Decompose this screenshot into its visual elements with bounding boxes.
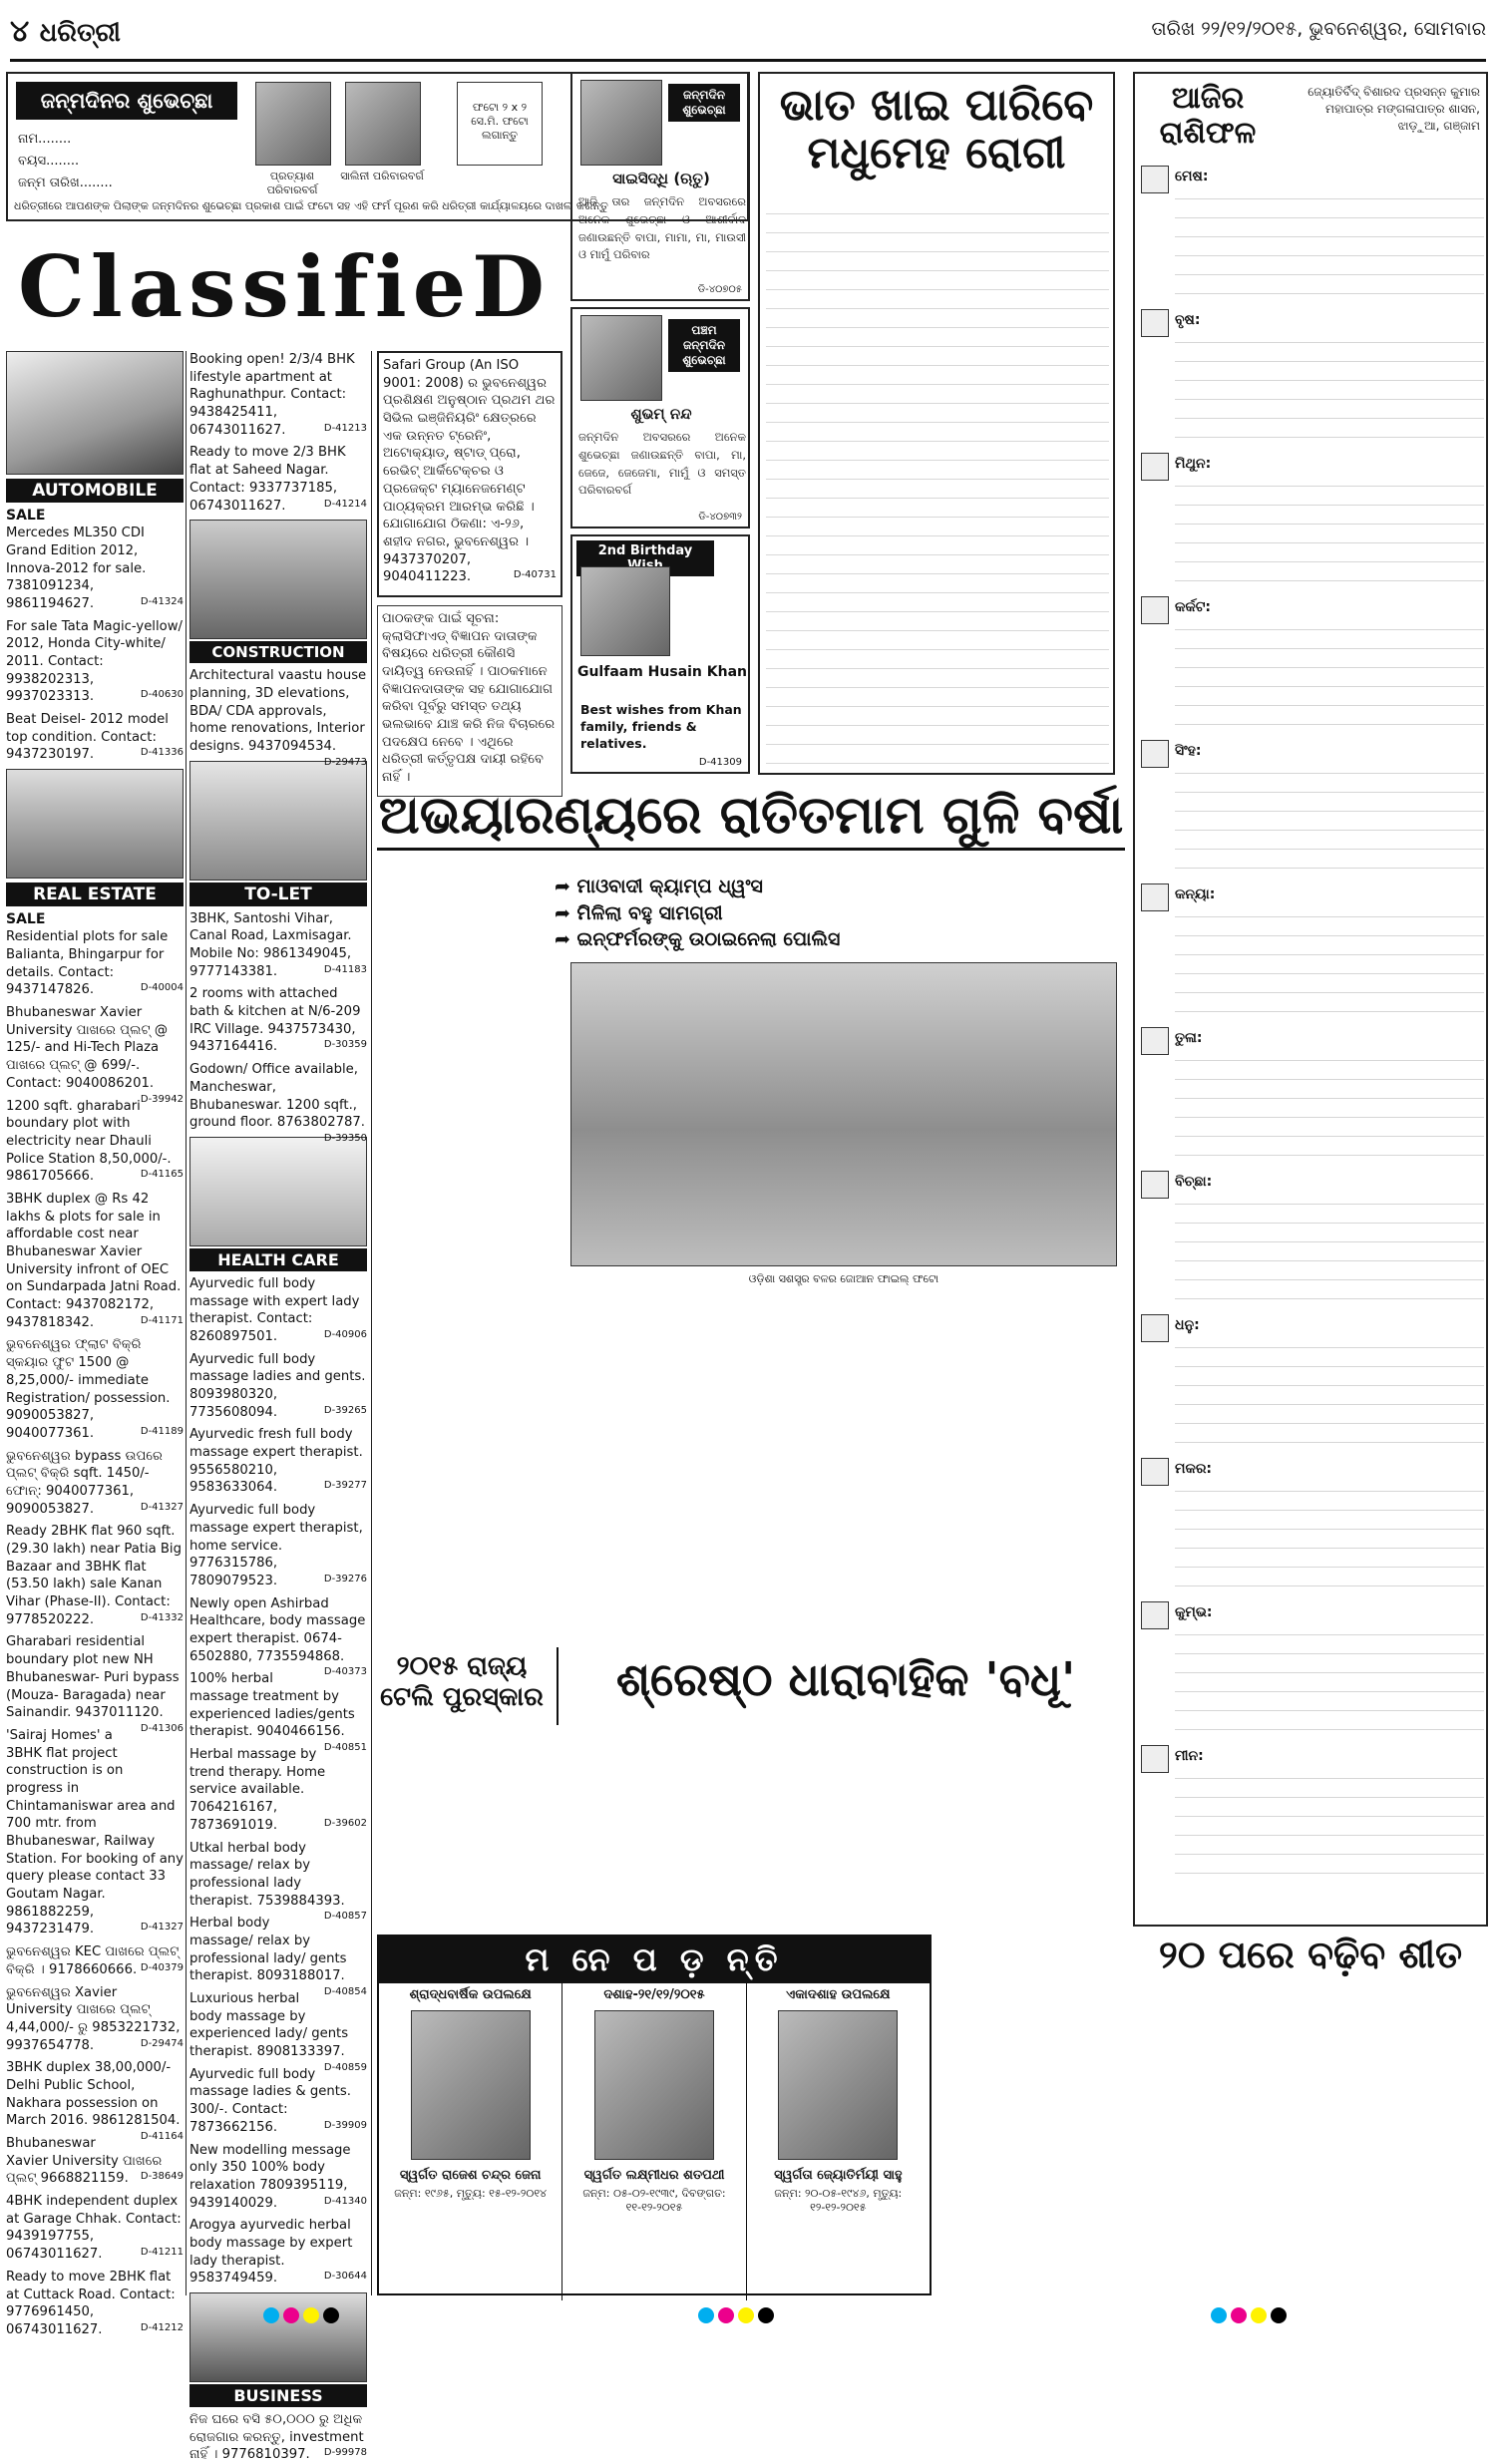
deceased-name: ସ୍ୱର୍ଗତ ଲକ୍ଷ୍ମୀଧର ଶତପଥୀ [583, 2168, 725, 2183]
occasion: ଏକାଦଶାହ ଉପଲକ୍ଷେ [786, 1987, 891, 2002]
ad-text: Ayurvedic full body massage ladies & gents. 300/-. Contact: 7873662156. [189, 2066, 351, 2135]
ad-code: D-41189 [140, 1425, 184, 1437]
ad-code: D-41332 [140, 1611, 184, 1623]
deceased-name: ସ୍ୱର୍ଗତା ଜ୍ୟୋତିର୍ମୟୀ ସାହୁ [774, 2168, 903, 2183]
ad-text: 2 rooms with attached bath & kitchen at N/6-209 IRC Village. 9437573430, 9437164416. [189, 986, 361, 1055]
ad-text: 1200 sqft. gharabari boundary plot with electricity near Dhauli Police Station 8,50,000/-. 9861705666. [6, 1098, 172, 1185]
zodiac-sign: ମକର: [1175, 1461, 1213, 1477]
ad-text: 3BHK, Santoshi Vihar, Canal Road, Laxmisagar. Mobile No: 9861349045, 9777143381. [189, 910, 352, 979]
ad-text: ପାଠକଙ୍କ ପାଇଁ ସୂଚନା: କ୍ଲାସିଫାଏଡ୍ ବିଜ୍ଞାପନ ଦାତାଙ୍କ ବିଷୟରେ ଧରିତ୍ରୀ କୌଣସି ଦାୟିତ୍ୱ ନେଉନାହିଁ । ପାଠକମାନେ ବିଜ୍ଞାପନଦାତାଙ୍କ ସହ ଯୋଗାଯୋଗ କରିବା ପୂର୍ବରୁ ସମସ୍ତ ତଥ୍ୟ ଭଲଭାବେ ଯାଞ୍ଚ କରି ନିଜ ବିଚାରରେ ପଦକ୍ଷେପ ନେବେ । ଏଥିରେ ଧରିତ୍ରୀ କର୍ତ୍ତୃପକ୍ଷ ଦାୟୀ ରହିବେ ନାହିଁ । [382, 610, 556, 786]
wish-text: ଆଜି ତାର ଜନ୍ମଦିନ ଅବସରରେ ଅନେକ ଶୁଭେଚ୍ଛା ଓ ଆଶୀର୍ବାଦ ଜଣାଉଛନ୍ତି ବାପା, ମାମା, ମା, ମାଉସୀ ଓ ମାମୁଁ ପରିବାର [578, 194, 746, 262]
wish-tag: ଜନ୍ମଦିନ ଶୁଭେଚ୍ଛା [668, 84, 740, 122]
classified-ad [189, 985, 367, 1056]
ad-code: D-40859 [323, 2061, 367, 2073]
ad-text: Bhubaneswar Xavier University ପାଖରେ ପ୍ଲଟ୍ @ 125/- and Hi-Tech Plaza ପାଖରେ ପ୍ଲଟ୍ @ 699/-. Contact: 9040086201. [6, 1005, 169, 1091]
child-photo [255, 82, 331, 166]
wish-card [570, 534, 750, 774]
classified-ad [189, 1275, 367, 1346]
obituary-section [377, 1935, 932, 2295]
ad-text: Ready 2BHK flat 960 sqft. (29.30 lakh) near Patia Big Bazaar and 3BHK flat (53.50 lakh) sale Kanan Vihar (Phase-II). Contact: 9778520222. [6, 1524, 182, 1627]
ad-code: D-99978 [323, 2447, 367, 2459]
photo-caption: ଓଡ଼ିଶା ସଶସ୍ତ୍ର ବଳର ଜୋଆନ ଫାଇଲ୍ ଫଟୋ [748, 1272, 939, 1285]
classified-ad [189, 1426, 367, 1497]
horoscope-entry [1141, 1027, 1484, 1165]
award-headline: ଶ୍ରେଷ୍ଠ ଧାରାବାହିକ 'ବଧୂ' [615, 1652, 1076, 1706]
police-photo [570, 962, 1117, 1266]
classified-ad [189, 351, 367, 439]
classifieds-column-2 [189, 351, 367, 2463]
ad-text: ଭୁବନେଶ୍ୱର Xavier University ପାଖରେ ପ୍ଲଟ୍ 4,44,000/- ରୁ 9853221732, 9937654778. [6, 1984, 181, 2053]
ad-text: Ready to move 2/3 BHK flat at Saheed Nagar. Contact: 9337737185, 06743011627. [189, 445, 346, 514]
article-body [766, 201, 1109, 770]
ad-text: Mercedes ML350 CDI Grand Edition 2012, Innova-2012 for sale. 7381091234, 9861194627. [6, 526, 147, 611]
ad-text: 'Sairaj Homes' a 3BHK flat project construction is on progress in Chintamaniswar area and 700 mtr. from Bhubaneswar, Railway Station. For booking of any query please contact 33 Goutam Nagar. 9861882259, 9437231479. [6, 1727, 184, 1937]
zodiac-icon [1141, 1314, 1169, 1342]
edition-date: ତାରିଖ ୨୨/୧୨/୨୦୧୫, ଭୁବନେଶ୍ୱର, ସୋମବାର [1151, 18, 1486, 40]
ad-code: D-30644 [323, 2271, 367, 2283]
horoscope-entry [1141, 883, 1484, 1021]
classified-ad [6, 1727, 184, 1938]
occasion: ଶ୍ରାଦ୍ଧବାର୍ଷିକ ଉପଲକ୍ଷେ [409, 1987, 532, 2002]
ad-code: D-41340 [323, 2195, 367, 2207]
horoscope-entry [1141, 1171, 1484, 1308]
classified-ad [189, 1061, 367, 1144]
ad-text: Herbal massage by trend therapy. Home service available. 7064216167, 7873691019. [189, 1747, 326, 1833]
car-image [6, 351, 184, 475]
child-name: Gulfaam Husain Khan [576, 664, 748, 680]
classified-ad [6, 1523, 184, 1628]
ad-code: D-41324 [140, 595, 184, 607]
ad-text: Bhubaneswar Xavier University ପାଖରେ ପ୍ଲଟ୍ 9668821159. [6, 2136, 163, 2187]
classified-ad [189, 1670, 367, 1754]
ad-code: D-40906 [323, 1328, 367, 1340]
horoscope-entry [1141, 596, 1484, 734]
ad-text: For sale Tata Magic-yellow/ 2012, Honda City-white/ 2011. Contact: 9938202313, 9937023313. [6, 618, 183, 705]
ad-code: D-30359 [323, 1039, 367, 1051]
classified-ad [189, 2217, 367, 2288]
bullet: ➦ ମିଳିଲା ବହୁ ସାମଗ୍ରୀ [555, 901, 723, 924]
horoscope-entry [1141, 309, 1484, 447]
classified-ad [6, 525, 184, 612]
zodiac-icon [1141, 1027, 1169, 1055]
ad-text: Luxurious herbal body massage by experienced lady/ gents therapist. 8908133397. [189, 1991, 349, 2060]
ad-text: 3BHK duplex 38,00,000/- Delhi Public School, Nakhara possession on March 2016. 9861281504. [6, 2060, 181, 2129]
classified-ad [189, 667, 367, 768]
classified-ad [189, 2142, 367, 2213]
portrait [411, 2010, 531, 2160]
caption: ପ୍ରତ୍ୟାଶ ପରିବାରବର୍ଗ [266, 170, 318, 197]
obituary-card [562, 1983, 746, 2300]
ad-text: ନିଜ ଘରେ ବସି ୫୦,୦୦୦ ରୁ ଅଧିକ ରୋଜଗାର କରନ୍ତୁ, investment ନାହିଁ । 9776810397. [189, 2412, 364, 2463]
portrait [594, 2010, 714, 2160]
obituary-card [379, 1983, 562, 2300]
section-construction: CONSTRUCTION [189, 641, 367, 663]
ad-code: D-41327 [140, 1501, 184, 1513]
ad-text: Utkal herbal body massage/ relax by professional lady therapist. 7539884393. [189, 1840, 345, 1909]
section-real-estate: REAL ESTATE [6, 882, 184, 906]
child-name: ସାଇସିଦ୍ଧି (ଋତୁ) [612, 170, 710, 187]
wish-tag: ପଞ୍ଚମ ଜନ୍ମଦିନ ଶୁଭେଚ୍ଛା [668, 319, 740, 372]
zodiac-icon [1141, 453, 1169, 481]
stethoscope-image [189, 1137, 367, 1246]
ad-code: D-41171 [140, 1314, 184, 1326]
ad-text: Beat Deisel- 2012 model top condition. Contact: 9437230197. [6, 712, 169, 763]
child-photo [345, 82, 421, 166]
classified-ad [189, 1595, 367, 1678]
zodiac-sign: କୁମ୍ଭ: [1175, 1604, 1213, 1620]
obituary-card [747, 1983, 930, 2300]
zodiac-icon [1141, 309, 1169, 337]
ad-code: D-40630 [140, 689, 184, 701]
ad-code: D-40851 [323, 1742, 367, 1754]
ad-text: Herbal body massage/ relax by professional lady/ gents therapist. 8093188017. [189, 1916, 347, 1984]
caption: ସାଲିନୀ ପରିବାରବର୍ଗ [340, 170, 424, 182]
ad-text: Ayurvedic full body massage expert therapist, home service. 9776315786, 7809079523. [189, 1503, 363, 1588]
horoscope-entry [1141, 1458, 1484, 1595]
construction-image [189, 520, 367, 639]
horoscope-entry [1141, 453, 1484, 590]
ad-heading: SALE [6, 508, 46, 524]
section-health-care: HEALTH CARE [189, 1248, 367, 1271]
section-business: BUSINESS [189, 2384, 367, 2407]
ad-text: ଭୁବନେଶ୍ୱର ଫ୍ଲାଟ ବିକ୍ରି ସ୍କୟାର ଫୁଟ 1500 @ 8,25,000/- immediate Registration/ possession. 9090053827, 9040077361. [6, 1337, 171, 1441]
bullet: ➦ ଇନ୍ଫର୍ମରଙ୍କୁ ଉଠାଇନେଲା ପୋଲିସ [555, 928, 841, 951]
ad-text: Safari Group (An ISO 9001: 2008) ର ଭୁବନେଶ୍ୱର ପ୍ରଶିକ୍ଷଣ ଅନୁଷ୍ଠାନ ପ୍ରଥମ ଥର ସିଭିଲ ଇଞ୍ଜିନିୟରିଂ କ୍ଷେତ୍ରରେ ଏକ ଉନ୍ନତ ଟ୍ରେନିଂ, ଅଟୋକ୍ୟାଡ୍, ଷ୍ଟାଡ୍ ପ୍ରୋ, ରେଭିଟ୍ ଆର୍କିଟେକ୍ଚର ଓ ପ୍ରଜେକ୍ଟ ମ୍ୟାନେଜମେଣ୍ଟ ପାଠ୍ୟକ୍ରମ ଆରମ୍ଭ କରିଛି । ଯୋଗାଯୋଗ ଠିକଣା: ଏ-୨୬, ଶହୀଦ ନଗର, ଭୁବନେଶ୍ୱର । 9437370207, 9040411223. [383, 358, 556, 585]
classified-ad [189, 444, 367, 515]
classified-ad [6, 1336, 184, 1442]
ad-text: 100% herbal massage treatment by experienced ladies/gents therapist. 9040466156. [189, 1671, 355, 1740]
classified-title: ClassifieD [17, 237, 552, 336]
classified-banner [6, 231, 562, 343]
form-note: ଧରିତ୍ରୀରେ ଆପଣଙ୍କ ପିଲାଙ୍କ ଜନ୍ମଦିନର ଶୁଭେଚ୍ଛା ପ୍ରକାଶ ପାଇଁ ଫଟୋ ସହ ଏହି ଫର୍ମ ପୂରଣ କରି ଧରିତ୍ରୀ କାର୍ଯ୍ୟାଳୟରେ ଦାଖଲ କରନ୍ତୁ [14, 199, 608, 212]
zodiac-sign: ବୃଷ: [1175, 312, 1201, 328]
ad-code: D-41214 [323, 498, 367, 510]
ad-code: ଡି-୪୦୭୦୫ [697, 284, 742, 295]
award-kicker: ୨୦୧୫ ରାଜ୍ୟ ଟେଲି ପୁରସ୍କାର [380, 1651, 544, 1713]
ad-code: D-41327 [140, 1922, 184, 1934]
house-image [6, 769, 184, 879]
zodiac-sign: ତୁଳା: [1175, 1030, 1203, 1046]
horoscope-entry [1141, 740, 1484, 878]
main-bullets [555, 874, 953, 953]
classified-ad [189, 910, 367, 981]
ad-code: D-41211 [140, 2247, 184, 2259]
classified-ad [6, 2059, 184, 2142]
zodiac-sign: କନ୍ୟା: [1175, 886, 1216, 902]
ad-code: D-39350 [323, 1132, 367, 1144]
classified-ad [382, 610, 558, 787]
classified-ad [189, 1990, 367, 2073]
astrologer-byline: ଜ୍ୟୋତିର୍ବିଦ୍ ବିଶାରଦ ପ୍ରସନ୍ନ କୁମାର ମହାପାତ୍ର ମଙ୍ଗଳାପାତ୍ର ଶାସନ, ଝାଡ଼ୁଆ, ଗଞ୍ଜାମ [1308, 85, 1480, 133]
zodiac-icon [1141, 166, 1169, 193]
ad-code: D-41309 [698, 757, 742, 768]
zodiac-sign: ସିଂହ: [1175, 743, 1202, 759]
classified-ad [189, 1502, 367, 1589]
classified-ad [189, 2411, 367, 2464]
form-age: ବୟସ........ [18, 154, 80, 169]
zodiac-icon [1141, 1171, 1169, 1199]
birthday-form-title: ଜନ୍ମଦିନର ଶୁଭେଚ୍ଛା [16, 82, 237, 120]
ad-text: Architectural vaastu house planning, 3D elevations, BDA/ CDA approvals, home renovations, Interior designs. 9437094534. [189, 668, 367, 754]
ad-code: D-41212 [140, 2321, 184, 2333]
zodiac-icon [1141, 1601, 1169, 1629]
ad-code: D-41336 [140, 747, 184, 759]
horoscope-entry [1141, 1745, 1484, 1883]
headline: ଭାତ ଖାଇ ପାରିବେ ମଧୁମେହ ରୋଗୀ [779, 80, 1094, 178]
main-story [377, 788, 1125, 1306]
classified-ad [6, 618, 184, 706]
ad-text: Godown/ Office available, Mancheswar, Bhubaneswar. 1200 sqft., ground floor. 8763802787. [189, 1062, 365, 1131]
child-photo [580, 566, 670, 656]
ad-text: Gharabari residential boundary plot new NH Bhubaneswar- Puri bypass (Mouza- Baragada) near Sainandir. 9437011120. [6, 1634, 180, 1721]
main-headline: ଅଭୟାରଣ୍ୟରେ ରାତିତମାମ ଗୁଳି ବର୍ଷା [377, 788, 1125, 851]
dates: ଜନ୍ମ: ୦୫-୦୨-୧୯୩୯, ଦିବଙ୍ଗତ: ୧୧-୧୨-୨୦୧୫ [582, 2187, 726, 2214]
print-registration-marks [0, 2301, 1496, 2328]
ad-code: ଡି-୪୦୭୩୨ [698, 512, 742, 523]
wish-card [570, 307, 750, 528]
zodiac-sign: ଧନୁ: [1175, 1317, 1200, 1333]
classifieds-column-3 [377, 351, 562, 820]
ad-text: 4BHK independent duplex at Garage Chhak. Contact: 9439197755, 06743011627. [6, 2194, 182, 2263]
ad-text: Ayurvedic fresh full body massage expert therapist. 9556580210, 9583633064. [189, 1427, 363, 1496]
classified-ad [6, 1448, 184, 1519]
classified-ad [6, 1004, 184, 1105]
dates: ଜନ୍ମ: ୨୦-୦୫-୧୯୪୬, ମୃତ୍ୟୁ: ୧୨-୧୨-୨୦୧୫ [774, 2187, 903, 2214]
house-image [189, 761, 367, 880]
classified-ad [189, 1351, 367, 1422]
horoscope-entry [1141, 166, 1484, 303]
classified-ad [383, 357, 557, 586]
ad-code: D-39265 [323, 1404, 367, 1416]
cold-headline: ୨୦ ପରେ ବଢ଼ିବ ଶୀତ [1158, 1933, 1463, 1976]
photo-placeholder: ଫଟୋ ୨ x ୨ ସେ.ମି. ଫଟୋ ଲଗାନ୍ତୁ [457, 82, 543, 166]
bullet: ➦ ମାଓବାଦୀ କ୍ୟାମ୍ପ ଧ୍ୱଂସ [555, 876, 763, 897]
child-name: ଶୁଭମ୍ ନନ୍ଦ [630, 405, 692, 423]
ad-code: D-40731 [513, 569, 557, 581]
diabetes-story [758, 72, 1115, 775]
ad-code: D-41306 [140, 1722, 184, 1734]
zodiac-sign: ମେଷ: [1175, 169, 1209, 184]
portrait [778, 2010, 898, 2160]
ad-code: D-40854 [323, 1986, 367, 1997]
classifieds-column-1 [6, 351, 184, 2337]
classified-ad [6, 711, 184, 764]
dates: ଜନ୍ମ: ୧୯୬୫, ମୃତ୍ୟୁ: ୧୫-୧୨-୨୦୧୪ [394, 2187, 548, 2200]
zodiac-icon [1141, 740, 1169, 768]
zodiac-icon [1141, 1458, 1169, 1486]
birthday-wishes [570, 72, 750, 775]
section-to-let: TO-LET [189, 882, 367, 906]
ad-code: D-40857 [323, 1911, 367, 1923]
ad-code: D-41164 [140, 2131, 184, 2142]
ad-code: D-40379 [140, 1961, 184, 1973]
horoscope-panel [1133, 72, 1488, 1927]
ad-code: D-40373 [323, 1666, 367, 1678]
classified-ad [6, 1943, 184, 1978]
occasion: ଦଶାହ-୨୧/୧୨/୨୦୧୫ [603, 1987, 705, 2002]
ad-code: D-41165 [140, 1169, 184, 1181]
ad-text: New modelling message only 350 100% body relaxation 7809395119, 9439140029. [189, 2142, 351, 2211]
ad-code: D-41213 [323, 422, 367, 434]
ad-text: Newly open Ashirbad Healthcare, body massage expert therapist. 0674-6502880, 7735594868. [189, 1595, 366, 1664]
ad-text: 3BHK duplex @ Rs 42 lakhs & plots for sale in affordable cost near Bhubaneswar Xavier University infront of OEC on Sundarpada Jatni Road. Contact: 9437082172, 9437818342. [6, 1191, 182, 1330]
ad-code: D-41183 [323, 963, 367, 975]
form-name: ନାମ........ [18, 132, 72, 147]
zodiac-icon [1141, 1745, 1169, 1773]
page-number: ୪ ଧରିତ୍ରୀ [10, 14, 121, 49]
horoscope-entry [1141, 1314, 1484, 1452]
wish-text: Best wishes from Khan family, friends & relatives. [580, 702, 742, 751]
classified-ad [6, 1633, 184, 1734]
classified-ad [6, 928, 184, 999]
form-dob: ଜନ୍ମ ତାରିଖ........ [18, 176, 113, 190]
ad-text: Ready to move 2BHK flat at Cuttack Road. Contact: 9776961450, 06743011627. [6, 2269, 176, 2337]
ad-code: D-40004 [140, 982, 184, 994]
horoscope-entry [1141, 1601, 1484, 1739]
ad-code: D-38649 [140, 2171, 184, 2183]
child-photo [580, 80, 662, 166]
zodiac-sign: କର୍କଟ: [1175, 599, 1211, 615]
classified-ad [6, 1984, 184, 2055]
deceased-name: ସ୍ୱର୍ଗତ ରାଜେଶ ଚନ୍ଦ୍ର ଜେନା [399, 2168, 542, 2183]
section-automobile: AUTOMOBILE [6, 479, 184, 503]
zodiac-sign: ମିଥୁନ: [1175, 456, 1212, 472]
classified-ad [189, 1746, 367, 1834]
award-story [377, 1647, 1125, 1727]
ad-code: D-39277 [323, 1480, 367, 1492]
ad-text: ଭୁବନେଶ୍ୱର bypass ଉପରେ ପ୍ଲଟ୍ ବିକ୍ରି sqft. 1450/- ଫୋନ୍: 9040077361, 9090053827. [6, 1448, 164, 1517]
ad-text: Ayurvedic full body massage with expert lady therapist. Contact: 8260897501. [189, 1275, 360, 1344]
horoscope-title: ଆଜିର ରାଶିଫଳ [1159, 81, 1257, 151]
wish-tag: 2nd Birthday [576, 540, 714, 576]
child-photo [580, 315, 662, 401]
zodiac-icon [1141, 596, 1169, 624]
obituary-title: ମ ନେ ପ ଡ଼ ନ୍ତି [379, 1936, 930, 1983]
ad-text: Ayurvedic full body massage ladies and gents. 8093980320, 7735608094. [189, 1351, 366, 1420]
page-header [10, 6, 1486, 62]
classified-ad [189, 1915, 367, 1997]
ad-text: Residential plots for sale Balianta, Bhingarpur for details. Contact: 9437147826. [6, 929, 169, 998]
wish-text: ଜନ୍ମଦିନ ଅବସରରେ ଅନେକ ଶୁଭେଚ୍ଛା ଜଣାଉଛନ୍ତି ବାପା, ମା, ଜେଜେ, ଜେଜେମା, ମାମୁଁ ଓ ସମସ୍ତ ପରିବାରବର୍ଗ [578, 430, 746, 498]
classified-ad [6, 2193, 184, 2264]
ad-code: D-29474 [140, 2037, 184, 2049]
ad-code: D-39276 [323, 1573, 367, 1584]
ad-heading: SALE [6, 911, 46, 928]
ad-code: D-29473 [323, 756, 367, 768]
classified-ad [189, 2066, 367, 2137]
wish-card [570, 72, 750, 301]
cold-story [1133, 1935, 1488, 1994]
ad-code: D-39909 [323, 2119, 367, 2131]
zodiac-icon [1141, 883, 1169, 911]
classified-ad [6, 1191, 184, 1332]
ad-text: ଭୁବନେଶ୍ୱର KEC ପାଖରେ ପ୍ଲଟ୍ ବିକ୍ରି । 9178660666. [6, 1944, 180, 1977]
ad-text: Arogya ayurvedic herbal body massage by expert lady therapist. 9583749459. [189, 2218, 353, 2287]
zodiac-sign: ମୀନ: [1175, 1748, 1204, 1764]
ad-code: D-39602 [323, 1817, 367, 1829]
ad-code: D-39942 [140, 1093, 184, 1105]
ad-text: Booking open! 2/3/4 BHK lifestyle apartment at Raghunathpur. Contact: 9438425411, 06743011627. [189, 352, 355, 438]
classified-ad [6, 1098, 184, 1186]
classified-ad [189, 1840, 367, 1923]
zodiac-sign: ବିଚ୍ଛା: [1175, 1174, 1213, 1190]
